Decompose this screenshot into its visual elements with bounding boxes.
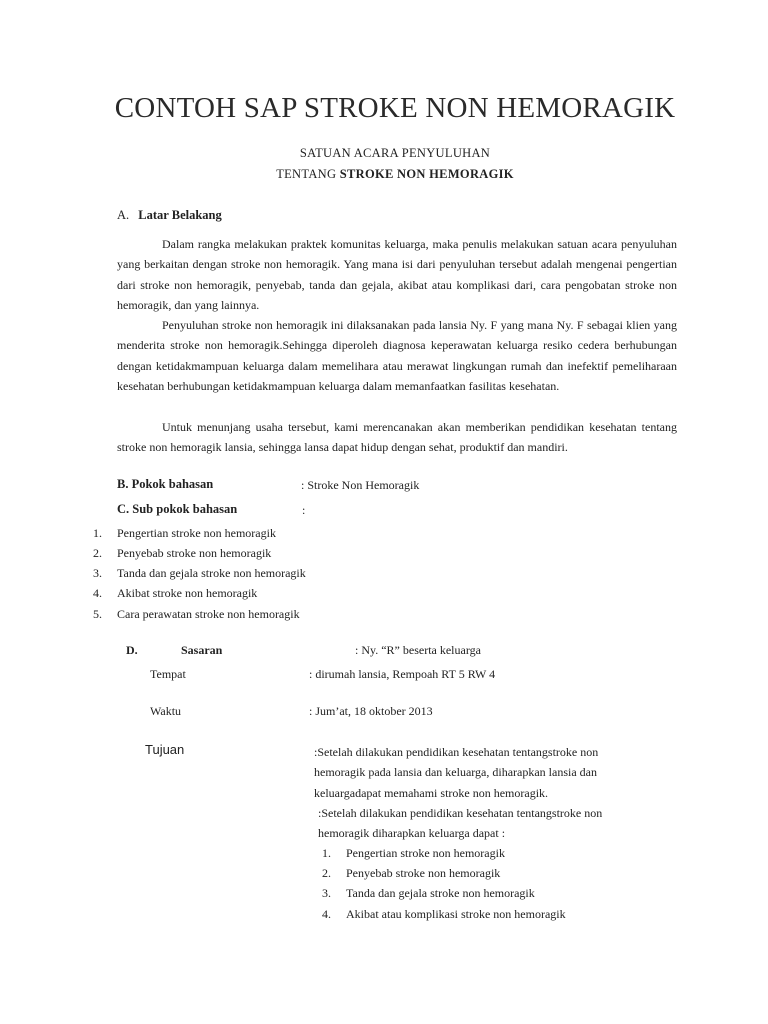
paragraph-3 xyxy=(117,417,677,458)
paragraph-1-text: Dalam rangka melakukan praktek komunitas keluarga, maka penulis melakukan satuan acara penyuluhan yang berkaitan dengan stroke non hemoragik. Yang mana isi dari penyuluhan tersebut adalah mengenai pengertian dari stroke non hemoragik, penyebab, tanda dan gejala, akibat atau komplikasi dari, cara pengobatan stroke non hemoragik, dan yang lainnya. xyxy=(117,237,677,312)
subtitle-topic: STROKE NON HEMORAGIK xyxy=(339,167,514,181)
document-page: CONTOH SAP STROKE NON HEMORAGIK SATUAN ACARA PENYULUHAN TENTANG STROKE NON HEMORAGIK A. Latar Belakang Dalam rangka melakukan praktek komunitas keluarga, maka penulis melakukan satuan acara penyuluhan yang berkaitan dengan stroke non hemoragik. Yang mana isi dari penyuluhan tersebut adalah mengenai pengertian dari stroke non hemoragik, penyebab, tanda dan gejala, akibat atau komplikasi dari, cara pengobatan stroke non hemoragik, dan yang lainnya. Penyuluhan stroke non hemoragik ini dilaksanakan pada lansia Ny. F yang mana Ny. F sebagai klien yang menderita stroke non hemoragik.Sehingga diperoleh diagnosa keperawatan keluarga resiko cedera berhubungan dengan ketidakmampuan keluarga dalam memelihara atau merawat lingkungan rumah dan inefektif pemeliharaan kesehatan berhubungan ketidakmampuan keluarga dalam memanfaatkan fasilitas kesehatan. Untuk menunjang usaha tersebut, kami merencanakan akan memberikan pendidikan kesehatan tentang stroke non hemoragik lansia, sehingga lansa dapat hidup dengan sehat, produktif dan mandiri. B. Pokok bahasan : Stroke Non Hemoragik C. Sub pokok bahasan : 1. Pengertian stroke non hemoragik 2. Penyebab stroke non hemoragik 3. Tanda dan gejala stroke non hemoragik 4. Akibat stroke non hemoragik 5. Cara perawatan stroke non hemoragik D. Sasaran : Ny. “R” beserta keluarga Tempat : dirumah lansia, Rempoah RT 5 RW 4 Waktu : Jum’at, 18 oktober 2013 Tujuan :Setelah dilakukan pendidikan kesehatan tentangstroke non hemoragik pada lansia dan keluarga, diharapkan lansia dan keluargadapat memahami stroke non hemoragik. :Setelah dilakukan pendidikan kesehatan tentangstroke non hemoragik diharapkan keluarga dapat : 1. Pengertian stroke non hemoragik 2. Penyebab stroke non hemoragik 3. Tanda dan gejala stroke non hemoragik 4. Akibat atau komplikasi stroke non hemoragik xyxy=(0,0,768,1024)
paragraph-2 xyxy=(117,315,677,396)
tujuan-text-1: :Setelah dilakukan pendidikan kesehatan tentangstroke non hemoragik pada lansia dan keluarga, diharapkan lansia dan keluargadapat memahami stroke non hemoragik. xyxy=(314,745,599,800)
waktu-label: Waktu xyxy=(150,704,182,718)
subtitle-line-1: SATUAN ACARA PENYULUHAN xyxy=(299,146,491,160)
section-b-label: B. Pokok bahasan xyxy=(117,477,214,491)
subtitle-prefix: TENTANG xyxy=(276,167,340,181)
paragraph-3-text: Untuk menunjang usaha tersebut, kami merencanakan akan memberikan pendidikan kesehatan tentang stroke non hemoragik lansia, sehingga lansa dapat hidup dengan sehat, produktif dan mandiri. xyxy=(117,420,677,455)
section-d-label: Sasaran xyxy=(181,643,223,657)
section-c-value: : xyxy=(302,503,306,517)
section-a-label: Latar Belakang xyxy=(138,208,222,222)
waktu-value: : Jum’at, 18 oktober 2013 xyxy=(309,704,433,718)
paragraph-2-text: Penyuluhan stroke non hemoragik ini dilaksanakan pada lansia Ny. F yang mana Ny. F sebagai klien yang menderita stroke non hemoragik.Sehingga diperoleh diagnosa keperawatan keluarga resiko cedera berhubungan dengan ketidakmampuan keluarga dalam memelihara atau merawat lingkungan rumah dan inefektif pemeliharaan kesehatan berhubungan ketidakmampuan keluarga dalam memanfaatkan fasilitas kesehatan. xyxy=(117,318,677,393)
tempat-label: Tempat xyxy=(150,667,186,681)
subtitle-line-2 xyxy=(0,167,768,182)
section-b-heading xyxy=(117,477,213,492)
tujuan-text-2: :Setelah dilakukan pendidikan kesehatan tentangstroke non hemoragik diharapkan keluarga dapat : xyxy=(318,806,603,841)
section-b-value: : Stroke Non Hemoragik xyxy=(301,478,420,492)
section-a-letter: A. xyxy=(117,208,130,222)
section-c-label: C. Sub pokok bahasan xyxy=(117,502,238,516)
tujuan-label: Tujuan xyxy=(145,742,185,757)
section-d-letter: D. xyxy=(126,643,138,657)
section-c-heading xyxy=(117,502,237,517)
paragraph-1 xyxy=(117,234,677,315)
section-d-value: : Ny. “R” beserta keluarga xyxy=(355,643,481,657)
tempat-value: : dirumah lansia, Rempoah RT 5 RW 4 xyxy=(309,667,496,681)
page-title: CONTOH SAP STROKE NON HEMORAGIK xyxy=(114,92,676,124)
section-a-heading xyxy=(117,208,222,223)
